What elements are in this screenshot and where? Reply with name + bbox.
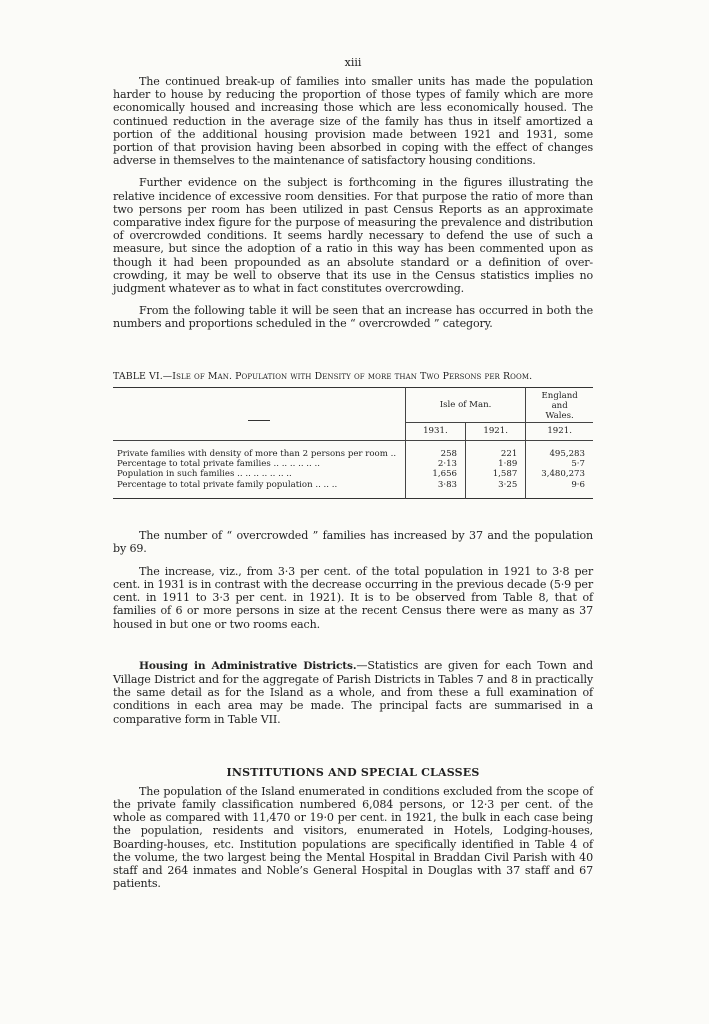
cell-1931: 1,656 xyxy=(405,469,465,479)
cell-1931: 3·83 xyxy=(405,480,465,499)
header-isle-of-man: Isle of Man. xyxy=(405,387,526,422)
overcrowding-table xyxy=(113,387,593,500)
table-row xyxy=(113,480,593,499)
table-stub-header xyxy=(113,387,405,440)
cell-england: 9·6 xyxy=(571,479,585,490)
cell-1921: 3·25 xyxy=(466,480,526,499)
year-1931: 1931. xyxy=(405,422,465,440)
table-caption xyxy=(113,371,593,382)
table-row xyxy=(113,469,593,479)
row-label: Private families with density of more than 2 persons per room .. xyxy=(113,440,405,459)
row-label: Population in such families .. .. .. .. .. .. .. xyxy=(113,469,405,479)
cell-1931: 2·13 xyxy=(405,459,465,469)
year-england-1921: 1921. xyxy=(526,422,593,440)
table-header-row xyxy=(113,387,593,422)
table-row xyxy=(113,440,593,459)
paragraph-institutions: The population of the Island enumerated in conditions excluded from the scope of the private family classification numbered 6,084 persons, or 12·3 per cent. of the whole as compared with 11,470 or 19·0 per cent. in 1921, the bulk in each case being the population, residents and visitors, enumerated in Hotels, Lodging-houses, Boarding-houses, etc. Institution populations are specifically identified in Table 4 of the volume, the two largest being the Mental Hospital in Braddan Civil Parish with 40 staff and 264 inmates and Noble’s General Hospital in Douglas with 37 staff and 67 patients. xyxy=(113,784,593,891)
cell-england: 3,480,273 xyxy=(541,469,585,480)
paragraph-room-densities: Further evidence on the subject is forthcoming in the figures illustrating the relative incidence of excessive room densities. For that purpose the ratio of more than two persons per room has been utilized in past Census Reports as an approximate comparative index figure for the purpose of measuring the prevalence and distribution of overcrowded conditions. It seems hardly necessary to defend the use of such a measure, but since the adoption of a ratio in this way has been commented upon as though it had been propounded as an absolute standard or a definition of over-crowding, it may be well to observe that its use in the Census statistics implies no judgment whatever as to what in fact constitutes overcrowding. xyxy=(113,176,593,296)
spacer xyxy=(113,499,593,529)
cell-1921: 1·89 xyxy=(466,459,526,469)
table-caption-title: Isle of Man. Population with Density of more than Two Persons per Room. xyxy=(172,370,533,382)
header-wales: Wales. xyxy=(545,410,574,421)
cell-1921: 221 xyxy=(466,440,526,459)
paragraph-housing-districts xyxy=(113,659,593,726)
paragraph-family-breakup: The continued break-up of families into smaller units has made the population harder to house by reducing the proportion of those types of family which are more economically housed and increasing those which are less economically housed. The continued reduction in the average size of the family has thus in itself amortized a portion of the additional housing provision made between 1921 and 1931, some portion of that provision having been absorbed in coping with the effect of changes adverse in themselves to the maintenance of satisfactory housing conditions. xyxy=(113,75,593,168)
section-heading-institutions: INSTITUTIONS AND SPECIAL CLASSES xyxy=(226,765,480,779)
paragraph-overcrowded-increase: The number of “ overcrowded ” families has increased by 37 and the population by 69. xyxy=(113,529,593,556)
header-england: England xyxy=(541,390,578,401)
dash-line xyxy=(248,420,270,421)
row-label: Percentage to total private family population .. .. .. xyxy=(113,480,405,499)
housing-section-text: —Statistics are given for each Town and Village District and for the aggregate of Parish Districts in Tables 7 and 8 in practically the same detail as for the Island as a whole, and from these a full examination of conditions in each area may be made. The principal facts are summarised in a comparative form in Table VII. xyxy=(113,658,593,726)
page-number: xiii xyxy=(344,56,362,69)
year-1921: 1921. xyxy=(466,422,526,440)
document-page xyxy=(113,56,593,890)
cell-england: 5·7 xyxy=(571,459,585,470)
table-row xyxy=(113,459,593,469)
cell-england: 495,283 xyxy=(526,440,593,459)
cell-1921: 1,587 xyxy=(466,469,526,479)
paragraph-increase-contrast: The increase, viz., from 3·3 per cent. of the total population in 1921 to 3·8 per cent. in 1931 is in contrast with the decrease occurring in the previous decade (5·9 per cent. in 1911 to 3·3 per cent. in 1921). It is to be observed from Table 8, that of families of 6 or more persons in size at the recent Census there were as many as 37 housed in but one or two rooms each. xyxy=(113,564,593,631)
header-england-wales xyxy=(526,387,593,422)
paragraph-table-intro: From the following table it will be seen that an increase has occurred in both the numbers and proportions scheduled in the “ overcrowded ” category. xyxy=(113,304,593,331)
table-caption-prefix: TABLE VI.— xyxy=(113,370,173,382)
row-label: Percentage to total private families .. .. .. .. .. .. xyxy=(113,459,405,469)
header-and: and xyxy=(551,400,568,411)
section-heading-housing: Housing in Administrative Districts. xyxy=(139,659,357,672)
cell-1931: 258 xyxy=(405,440,465,459)
